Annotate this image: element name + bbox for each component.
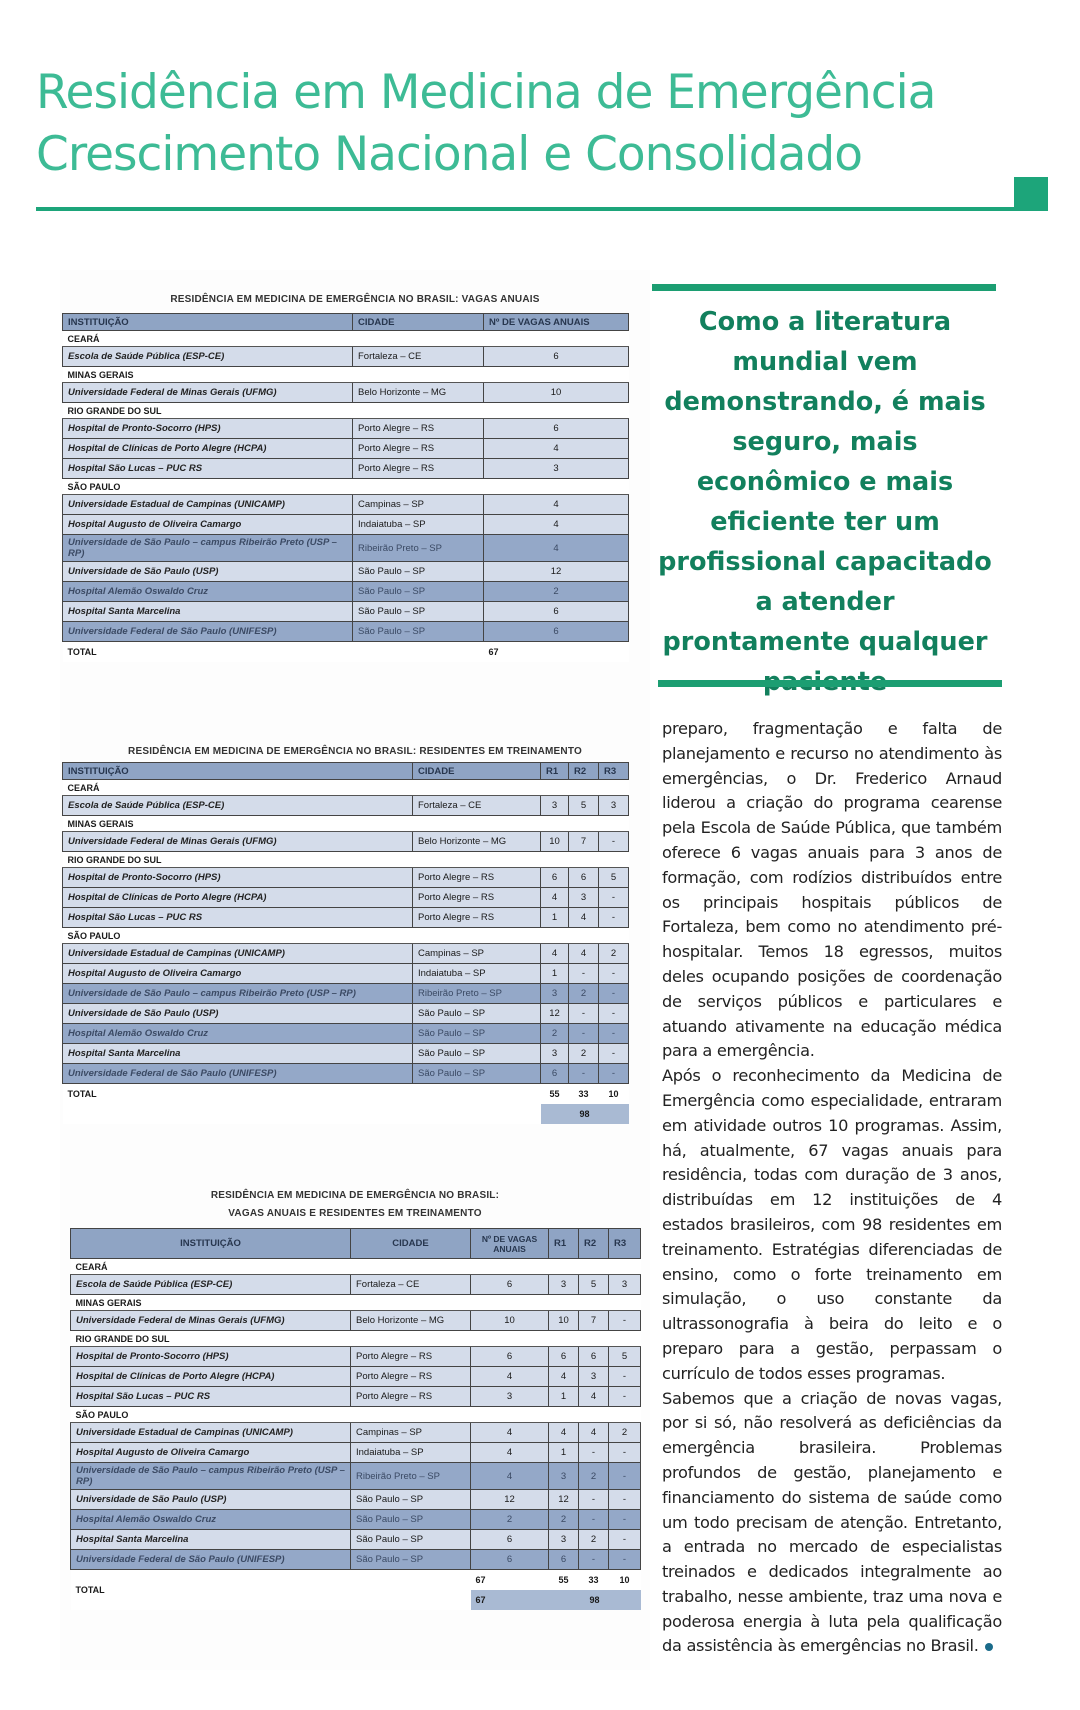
cell-cidade: Fortaleza – CE [353,347,484,367]
col-r1: R1 [549,1229,579,1259]
cell-value: 6 [471,1550,549,1570]
cell-instituicao: Universidade Federal de Minas Gerais (UFMG) [63,383,353,403]
cell-cidade: São Paulo – SP [413,1064,541,1084]
table3-caption-line2: VAGAS ANUAIS E RESIDENTES EM TREINAMENTO [228,1208,482,1219]
state-label: RIO GRANDE DO SUL [63,852,629,868]
table3-caption-line1: RESIDÊNCIA EM MEDICINA DE EMERGÊNCIA NO BRASIL: [210,1190,500,1201]
table-row [63,562,629,582]
header-accent-square [1014,177,1048,211]
cell-cidade: São Paulo – SP [351,1530,471,1550]
cell-value: 6 [484,347,629,367]
cell-cidade: Indaiatuba – SP [413,964,541,984]
cell-value: 6 [471,1347,549,1367]
cell-cidade: São Paulo – SP [351,1490,471,1510]
cell-value: 3 [549,1275,579,1295]
table-vagas-e-residentes [70,1228,641,1610]
cell-cidade: Porto Alegre – RS [351,1387,471,1407]
total-value: 55 [541,1084,569,1104]
cell-value: 4 [549,1367,579,1387]
cell-value: 4 [471,1423,549,1443]
cell-value: 4 [484,535,629,562]
cell-value: 4 [484,495,629,515]
cell-value: 2 [579,1530,609,1550]
cell-value: 10 [549,1311,579,1331]
cell-value: 3 [549,1530,579,1550]
state-label: RIO GRANDE DO SUL [63,403,629,419]
cell-value: 1 [541,908,569,928]
table-row [63,1004,629,1024]
table-row [71,1463,641,1490]
cell-instituicao: Hospital de Pronto-Socorro (HPS) [63,419,353,439]
cell-value: 5 [609,1347,641,1367]
cell-value: 3 [579,1367,609,1387]
cell-value: 6 [549,1550,579,1570]
cell-instituicao: Universidade Federal de Minas Gerais (UFMG) [63,832,413,852]
cell-value: 3 [484,459,629,479]
paragraph-3 [662,1387,1002,1660]
cell-value: - [609,1443,641,1463]
table-row [63,515,629,535]
cell-value: 3 [599,796,629,816]
table-row [71,1510,641,1530]
cell-value: 3 [541,984,569,1004]
total-value: 67 [484,642,629,662]
col-r1: R1 [541,763,569,780]
quote-top-rule [652,284,996,291]
cell-value: - [599,1004,629,1024]
cell-cidade: Porto Alegre – RS [351,1367,471,1387]
table1-caption: RESIDÊNCIA EM MEDICINA DE EMERGÊNCIA NO BRASIL: VAGAS ANUAIS [170,294,540,305]
cell-value: 2 [484,582,629,602]
state-label: MINAS GERAIS [71,1295,641,1311]
total-value: 55 [549,1570,579,1590]
cell-value: - [569,1064,599,1084]
cell-instituicao: Hospital Santa Marcelina [71,1530,351,1550]
state-label: SÃO PAULO [63,479,629,495]
cell-value: 4 [569,908,599,928]
total-value: 10 [599,1084,629,1104]
table-row [63,1064,629,1084]
table-row [63,419,629,439]
cell-value: - [599,888,629,908]
cell-cidade: São Paulo – SP [353,622,484,642]
total-spacer [63,1104,413,1124]
cell-value: 6 [549,1347,579,1367]
page-title [36,62,996,186]
cell-cidade: São Paulo – SP [413,1024,541,1044]
cell-cidade: Fortaleza – CE [351,1275,471,1295]
cell-value: 2 [541,1024,569,1044]
cell-value: 2 [609,1423,641,1443]
cell-instituicao: Universidade de São Paulo (USP) [63,1004,413,1024]
cell-cidade: São Paulo – SP [413,1044,541,1064]
cell-instituicao: Universidade Federal de São Paulo (UNIFESP) [63,1064,413,1084]
state-label: SÃO PAULO [71,1407,641,1423]
paragraph-2: Após o reconhecimento da Medicina de Emergência como especialidade, entraram em atividade outros 10 programas. Assim, há, atualmente, 67 vagas anuais para residência, todas com duração de 3 anos, distribuídas em 12 instituições de 4 estados brasileiros, com 98 residentes em treinamento. Estratégias diferenciadas de ensino, como o forte treinamento em simulação, o uso constante da ultrassonografia à beira do leito e o preparo para a gestão, perpassam o currículo de todos esses programas. [662,1066,1002,1383]
cell-value: - [599,1024,629,1044]
paragraph-1: preparo, fragmentação e falta de planejamento e recurso no atendimento às emergências, o Dr. Frederico Arnaud liderou a criação do programa cearense pela Escola de Saúde Pública, que também oferece 6 vagas anuais para 3 anos de formação, com rodízios distribuídos entre os principais hospitais públicos de Fortaleza, bem como no atendimento pré-hospitalar. Temos 18 egressos, muitos deles ocupando posições de coordenação de serviços públicos e particulares e atuando ativamente na educação médica para a emergência. [662,719,1002,1061]
state-label: CEARÁ [71,1259,641,1275]
cell-value: 6 [471,1275,549,1295]
cell-value: 4 [541,944,569,964]
cell-value: - [609,1311,641,1331]
cell-value: 10 [484,383,629,403]
total-value: 33 [579,1570,609,1590]
cell-cidade: São Paulo – SP [413,1004,541,1024]
cell-value: - [599,908,629,928]
cell-value: 6 [541,1064,569,1084]
table-row [63,944,629,964]
table-row [63,347,629,367]
cell-instituicao: Hospital Alemão Oswaldo Cruz [63,1024,413,1044]
table-row [71,1423,641,1443]
total-label: TOTAL [63,642,353,662]
cell-value: - [609,1367,641,1387]
cell-value: - [609,1530,641,1550]
cell-value: 7 [569,832,599,852]
col-vagas: Nº DE VAGAS ANUAIS [484,314,629,331]
cell-value: 2 [599,944,629,964]
cell-instituicao: Universidade Federal de São Paulo (UNIFESP) [71,1550,351,1570]
cell-value: 2 [579,1463,609,1490]
cell-value: - [609,1550,641,1570]
cell-value: 10 [471,1311,549,1331]
table-row [63,964,629,984]
cell-instituicao: Hospital de Clínicas de Porto Alegre (HCPA) [63,888,413,908]
cell-value: 6 [484,602,629,622]
cell-value: 6 [484,622,629,642]
cell-instituicao: Hospital Alemão Oswaldo Cruz [63,582,353,602]
cell-value: 3 [541,1044,569,1064]
cell-value: 4 [569,944,599,964]
cell-instituicao: Universidade de São Paulo – campus Ribeirão Preto (USP – RP) [63,984,413,1004]
table-row [71,1367,641,1387]
cell-cidade: São Paulo – SP [353,582,484,602]
total-spacer [351,1570,471,1590]
cell-value: 6 [569,868,599,888]
table-row [63,796,629,816]
cell-value: 6 [541,868,569,888]
cell-instituicao: Escola de Saúde Pública (ESP-CE) [63,347,353,367]
cell-value: - [579,1550,609,1570]
cell-cidade: Porto Alegre – RS [413,908,541,928]
total-label: TOTAL [71,1570,351,1610]
cell-instituicao: Hospital de Clínicas de Porto Alegre (HCPA) [63,439,353,459]
cell-cidade: Porto Alegre – RS [353,439,484,459]
cell-cidade: Porto Alegre – RS [413,888,541,908]
cell-cidade: Campinas – SP [413,944,541,964]
table-row [71,1490,641,1510]
cell-instituicao: Hospital de Clínicas de Porto Alegre (HCPA) [71,1367,351,1387]
cell-value: 3 [471,1387,549,1407]
total-label: TOTAL [63,1084,413,1104]
total-vagas: 67 [471,1570,549,1590]
cell-instituicao: Universidade de São Paulo (USP) [71,1490,351,1510]
cell-cidade: Porto Alegre – RS [413,868,541,888]
cell-value: 4 [471,1443,549,1463]
cell-value: 4 [484,439,629,459]
cell-cidade: São Paulo – SP [351,1510,471,1530]
cell-cidade: Belo Horizonte – MG [353,383,484,403]
cell-value: 6 [484,419,629,439]
cell-value: 3 [549,1463,579,1490]
state-label: CEARÁ [63,331,629,347]
table-row [63,439,629,459]
cell-instituicao: Universidade Estadual de Campinas (UNICAMP) [71,1423,351,1443]
table-row [63,1024,629,1044]
cell-value: 4 [579,1423,609,1443]
cell-value: - [599,984,629,1004]
cell-instituicao: Hospital Augusto de Oliveira Camargo [63,515,353,535]
cell-cidade: Indaiatuba – SP [353,515,484,535]
cell-cidade: Ribeirão Preto – SP [353,535,484,562]
table-row [63,908,629,928]
cell-instituicao: Universidade de São Paulo – campus Ribeirão Preto (USP – RP) [63,535,353,562]
cell-value: 4 [579,1387,609,1407]
quote-bottom-rule [658,680,1002,687]
cell-value: 4 [541,888,569,908]
cell-value: 3 [569,888,599,908]
cell-value: 5 [579,1275,609,1295]
cell-instituicao: Hospital Santa Marcelina [63,602,353,622]
cell-value: - [599,1064,629,1084]
total-spacer [353,642,484,662]
cell-value: 1 [549,1443,579,1463]
scanned-tables [60,270,650,1670]
total-spacer [351,1590,471,1610]
table-row [63,495,629,515]
cell-value: 12 [471,1490,549,1510]
cell-value: 3 [541,796,569,816]
grand-total: 98 [541,1104,629,1124]
state-label: CEARÁ [63,780,629,796]
total-value: 33 [569,1084,599,1104]
cell-value: 12 [541,1004,569,1024]
cell-cidade: Fortaleza – CE [413,796,541,816]
article-body [662,717,1002,1659]
cell-instituicao: Hospital Augusto de Oliveira Camargo [71,1443,351,1463]
cell-cidade: Belo Horizonte – MG [351,1311,471,1331]
cell-instituicao: Universidade Federal de Minas Gerais (UFMG) [71,1311,351,1331]
table-row [63,535,629,562]
table-row [71,1347,641,1367]
cell-value: 4 [471,1463,549,1490]
cell-value: - [599,1044,629,1064]
cell-value: 12 [549,1490,579,1510]
cell-instituicao: Universidade Estadual de Campinas (UNICAMP) [63,495,353,515]
cell-value: 4 [549,1423,579,1443]
cell-cidade: São Paulo – SP [353,602,484,622]
cell-value: - [569,1024,599,1044]
cell-value: 4 [471,1367,549,1387]
cell-instituicao: Universidade de São Paulo (USP) [63,562,353,582]
table-row [63,888,629,908]
table-row [71,1530,641,1550]
cell-value: - [609,1490,641,1510]
cell-value: - [569,964,599,984]
cell-value: 2 [549,1510,579,1530]
cell-value: 2 [471,1510,549,1530]
col-cidade: CIDADE [353,314,484,331]
cell-value: 1 [549,1387,579,1407]
cell-cidade: São Paulo – SP [353,562,484,582]
cell-cidade: Campinas – SP [353,495,484,515]
table-row [71,1311,641,1331]
col-r2: R2 [579,1229,609,1259]
col-r3: R3 [609,1229,641,1259]
col-r3: R3 [599,763,629,780]
cell-value: - [609,1510,641,1530]
cell-value: - [609,1387,641,1407]
table-row [63,383,629,403]
cell-instituicao: Hospital São Lucas – PUC RS [63,459,353,479]
table-row [63,1044,629,1064]
cell-value: 4 [484,515,629,535]
cell-value: 6 [579,1347,609,1367]
col-instituicao: INSTITUIÇÃO [63,763,413,780]
cell-cidade: Ribeirão Preto – SP [351,1463,471,1490]
cell-value: 7 [579,1311,609,1331]
cell-cidade: Porto Alegre – RS [353,459,484,479]
table-residentes [62,762,629,1124]
table-row [71,1387,641,1407]
table-row [71,1275,641,1295]
paragraph-3-text: Sabemos que a criação de novas vagas, por si só, não resolverá as deficiências da emergência brasileira. Problemas profundos de gestão, planejamento e financiamento do sistema de saúde como um todo precisam de atenção. Entretanto, a entrada no mercado de especialistas treinados e dedicados integralmente ao trabalho, nesse ambiente, traz uma nova e poderosa energia à luta pela qualificação da assistência às emergências no Brasil. [662,1388,1002,1656]
total-vagas-2: 67 [471,1590,549,1610]
cell-value: 1 [541,964,569,984]
state-label: SÃO PAULO [63,928,629,944]
cell-instituicao: Hospital Alemão Oswaldo Cruz [71,1510,351,1530]
col-instituicao: INSTITUIÇÃO [71,1229,351,1259]
cell-instituicao: Escola de Saúde Pública (ESP-CE) [71,1275,351,1295]
state-label: MINAS GERAIS [63,816,629,832]
cell-value: 5 [569,796,599,816]
cell-cidade: Ribeirão Preto – SP [413,984,541,1004]
state-label: RIO GRANDE DO SUL [71,1331,641,1347]
cell-value: 3 [609,1275,641,1295]
cell-value: 12 [484,562,629,582]
grand-total: 98 [549,1590,641,1610]
cell-value: 2 [569,1044,599,1064]
cell-instituicao: Universidade Estadual de Campinas (UNICAMP) [63,944,413,964]
cell-cidade: Campinas – SP [351,1423,471,1443]
cell-cidade: Indaiatuba – SP [351,1443,471,1463]
cell-cidade: Porto Alegre – RS [351,1347,471,1367]
cell-instituicao: Hospital de Pronto-Socorro (HPS) [63,868,413,888]
header-rule [36,207,1016,211]
state-label: MINAS GERAIS [63,367,629,383]
cell-cidade: Belo Horizonte – MG [413,832,541,852]
cell-value: - [599,832,629,852]
col-instituicao: INSTITUIÇÃO [63,314,353,331]
table-row [63,868,629,888]
col-cidade: CIDADE [351,1229,471,1259]
table-row [63,459,629,479]
table-vagas-anuais [62,313,629,662]
cell-value: 10 [541,832,569,852]
cell-value: - [579,1510,609,1530]
pull-quote: Como a literatura mundial vem demonstrando, é mais seguro, mais econômico e mais eficiente ter um profissional capacitado a atender prontamente qualquer [658,307,992,657]
cell-instituicao: Hospital São Lucas – PUC RS [71,1387,351,1407]
cell-value: 5 [599,868,629,888]
cell-value: - [599,964,629,984]
table-row [71,1550,641,1570]
cell-instituicao: Universidade Federal de São Paulo (UNIFESP) [63,622,353,642]
cell-instituicao: Hospital São Lucas – PUC RS [63,908,413,928]
table2-caption: RESIDÊNCIA EM MEDICINA DE EMERGÊNCIA NO BRASIL: RESIDENTES EM TREINAMENTO [128,746,582,757]
cell-instituicao: Hospital Santa Marcelina [63,1044,413,1064]
cell-value: - [579,1490,609,1510]
cell-value: - [609,1463,641,1490]
col-r2: R2 [569,763,599,780]
cell-value: - [579,1443,609,1463]
table-row [71,1443,641,1463]
cell-value: 6 [471,1530,549,1550]
col-vagas: Nº DE VAGAS ANUAIS [471,1229,549,1259]
cell-cidade: São Paulo – SP [351,1550,471,1570]
cell-instituicao: Hospital Augusto de Oliveira Camargo [63,964,413,984]
title-line-1: Residência em Medicina de Emergência [36,65,936,120]
cell-value: 2 [569,984,599,1004]
total-spacer [413,1104,541,1124]
col-cidade: CIDADE [413,763,541,780]
table-row [63,582,629,602]
total-spacer [413,1084,541,1104]
title-line-2: Crescimento Nacional e Consolidado [36,127,863,182]
cell-instituicao: Universidade de São Paulo – campus Ribeirão Preto (USP – RP) [71,1463,351,1490]
table-row [63,602,629,622]
table-row [63,984,629,1004]
cell-value: - [569,1004,599,1024]
total-value: 10 [609,1570,641,1590]
cell-instituicao: Hospital de Pronto-Socorro (HPS) [71,1347,351,1367]
end-mark-icon [985,1643,993,1651]
table-row [63,622,629,642]
cell-cidade: Porto Alegre – RS [353,419,484,439]
table-row [63,832,629,852]
cell-instituicao: Escola de Saúde Pública (ESP-CE) [63,796,413,816]
